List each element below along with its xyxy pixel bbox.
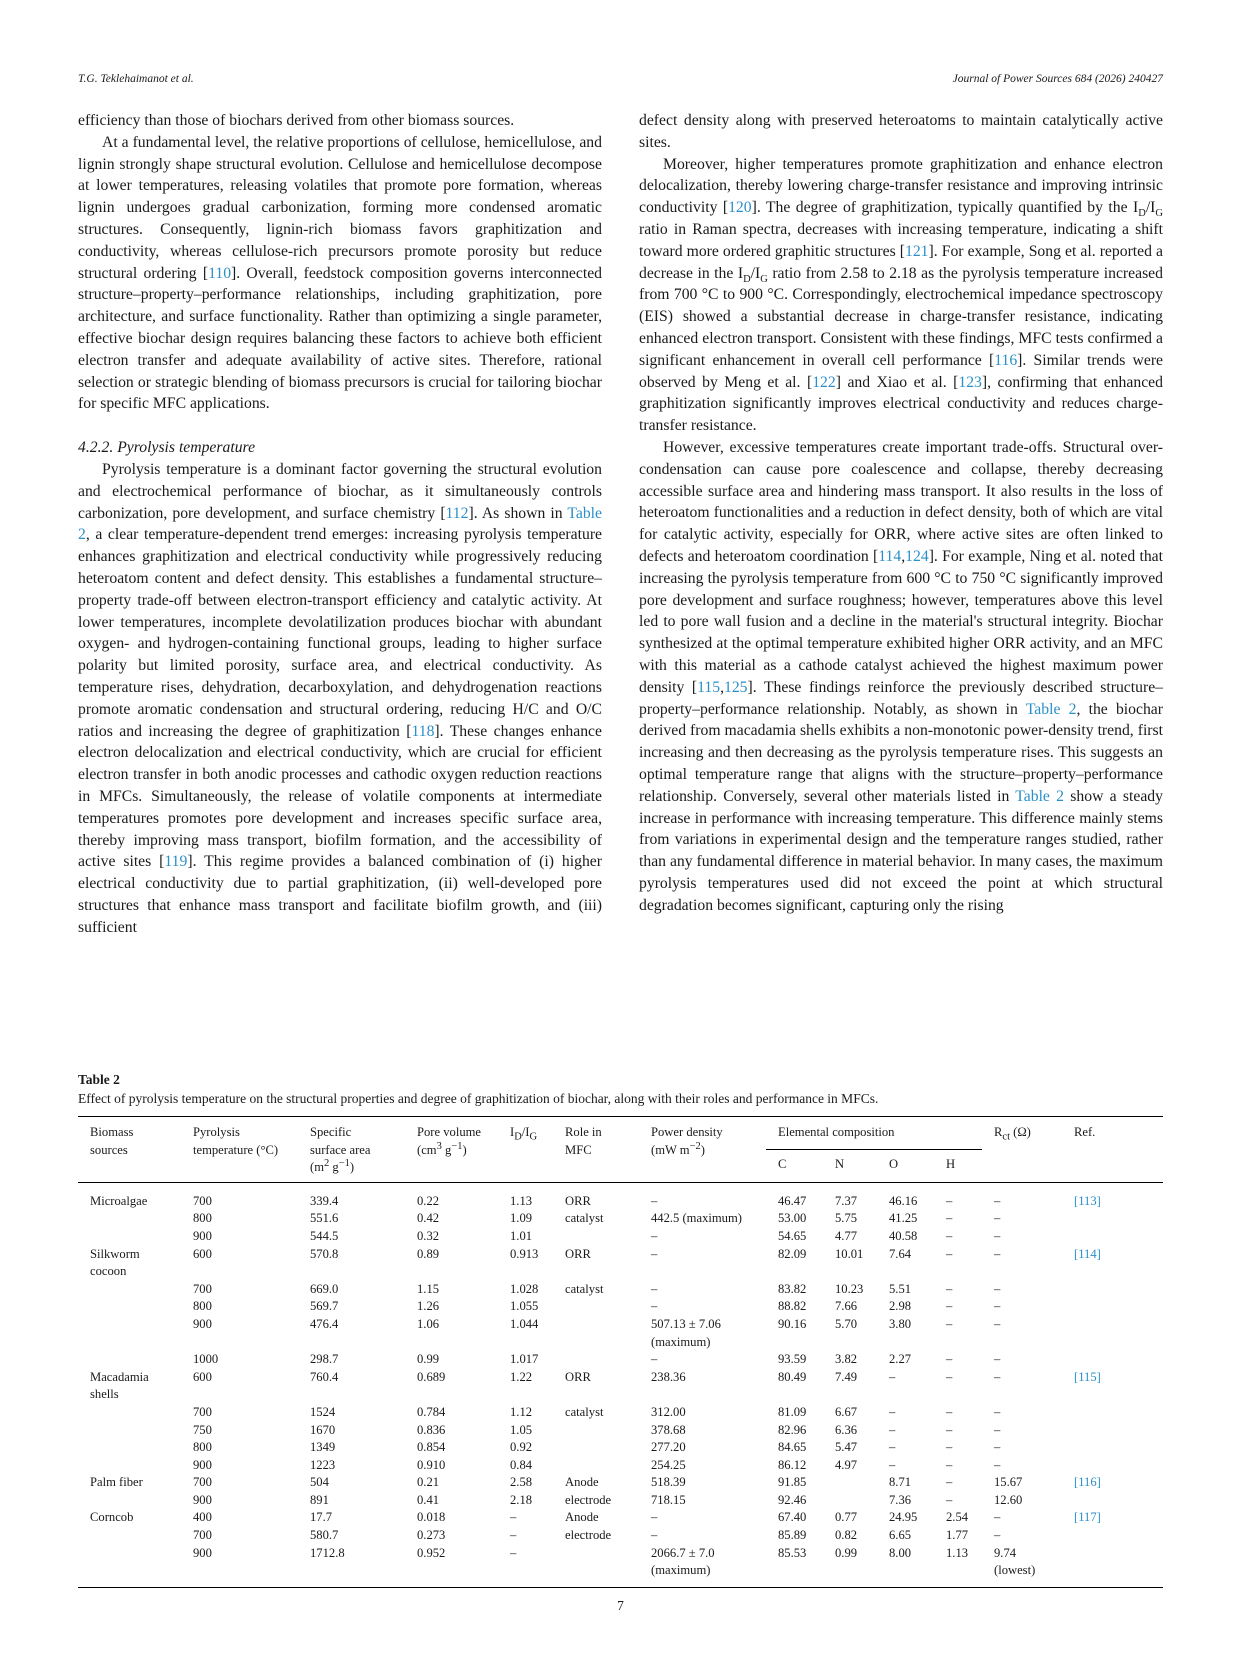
cell-n: 0.77 — [835, 1510, 858, 1525]
cell-h: – — [946, 1404, 953, 1419]
cell-c: 91.85 — [778, 1475, 807, 1490]
table-row — [78, 1457, 1163, 1475]
cell-pore: 0.32 — [417, 1228, 440, 1243]
cell-ref[interactable]: [114] — [1074, 1246, 1101, 1261]
paragraph: At a fundamental level, the relative proportions of cellulose, hemicellulose, and lignin strongly shape structural evolution. Cellulose and hemicellulose decompose at lower temperatures, releasing volatiles that promote pore formation, whereas lignin undergoes gradual carbonization, forming more condensed aromatic structures. Consequently, lignin-rich biomass favors graphitization and conductivity, whereas cellulose-rich precursors promote porosity but reduce structural ordering [110]. Overall, feedstock composition governs interconnected structure–property–performance relationships, including graphitization, pore architecture, and surface functionality. Rather than optimizing a single parameter, effective biochar design requires balancing these factors to achieve both efficient electron transfer and adequate availability of active sites. Therefore, rational selection or strategic blending of biomass precursors is crucial for tailoring biochar for specific MFC applications. — [78, 133, 602, 413]
cell-ssa: 1223 — [310, 1457, 336, 1472]
cell-idig: 1.017 — [510, 1352, 539, 1367]
cell-role — [553, 1316, 639, 1351]
cell-o: 6.65 — [889, 1528, 912, 1543]
header-biomass: Biomass sources — [78, 1117, 181, 1183]
cell-h: – — [946, 1299, 953, 1314]
cell-temp: 1000 — [193, 1352, 219, 1367]
cell-n: 6.67 — [835, 1404, 858, 1419]
cell-biomass — [78, 1404, 181, 1422]
cell-power: – — [651, 1193, 658, 1208]
cell-c: 93.59 — [778, 1352, 807, 1367]
cell-idig: 1.22 — [510, 1369, 533, 1384]
right-column — [639, 110, 1163, 916]
cell-temp: 600 — [193, 1246, 212, 1261]
cell-pore: 0.273 — [417, 1528, 446, 1543]
cell-rct: – — [994, 1457, 1001, 1472]
cell-pore: 1.06 — [417, 1316, 440, 1331]
cell-h: 1.13 — [934, 1545, 982, 1588]
header-pore-volume: Pore volume ($cm^3$ $g^{-1}$) — [405, 1117, 498, 1183]
cell-o: – — [889, 1369, 896, 1384]
cell-ref — [1062, 1545, 1163, 1588]
cell-role — [553, 1351, 639, 1369]
table-caption: Effect of pyrolysis temperature on the structural properties and degree of graphitization of biochar, along with their roles and performance in MFCs. — [78, 1091, 879, 1106]
cell-biomass — [78, 1351, 181, 1369]
cell-n: 10.01 — [835, 1246, 864, 1261]
cell-rct: – — [994, 1369, 1001, 1384]
cell-ssa: 1524 — [310, 1404, 336, 1419]
cell-rct: – — [994, 1299, 1001, 1314]
cell-h: – — [946, 1492, 953, 1507]
cell-ssa: 1670 — [310, 1422, 336, 1437]
cell-ssa: 17.7 — [310, 1510, 333, 1525]
cell-idig: – — [498, 1545, 553, 1588]
cell-temp: 900 — [193, 1228, 212, 1243]
cell-power: 718.15 — [651, 1492, 686, 1507]
table-row — [78, 1545, 1163, 1588]
header-temperature: Pyrolysis temperature (°C) — [181, 1117, 298, 1183]
cell-temp: 800 — [193, 1299, 212, 1314]
cell-h: – — [946, 1440, 953, 1455]
cell-role — [553, 1298, 639, 1316]
cell-pore: 0.854 — [417, 1440, 446, 1455]
paragraph: defect density along with preserved heteroatoms to maintain catalytically active sites. — [639, 112, 1163, 151]
cell-o: 5.51 — [889, 1281, 912, 1296]
header-n: N — [835, 1156, 845, 1171]
running-header-authors: T.G. Teklehaimanot et al. — [78, 73, 194, 85]
cell-ssa: 551.6 — [310, 1211, 339, 1226]
cell-h: – — [946, 1211, 953, 1226]
cell-ssa: 891 — [310, 1492, 329, 1507]
cell-rct: – — [994, 1352, 1001, 1367]
citation-link[interactable]: 122 — [812, 373, 836, 391]
cell-biomass: Silkworm cocoon — [90, 1246, 140, 1279]
cell-ssa: 339.4 — [310, 1193, 339, 1208]
cell-idig: – — [510, 1528, 517, 1543]
cell-ssa: 1712.8 — [298, 1545, 405, 1588]
header-h: H — [946, 1156, 956, 1171]
cell-pore: 0.018 — [417, 1510, 446, 1525]
cell-pore: 1.15 — [417, 1281, 440, 1296]
cell-ssa: 580.7 — [310, 1528, 339, 1543]
table-2 — [78, 1072, 1163, 1588]
header-elemental-composition: Elemental composition — [766, 1117, 982, 1150]
cell-ref — [1062, 1492, 1163, 1510]
cell-role: Anode — [565, 1510, 599, 1525]
cell-c: 86.12 — [778, 1457, 807, 1472]
cell-power: 312.00 — [651, 1404, 686, 1419]
cell-ref — [1062, 1351, 1163, 1369]
section-heading: 4.2.2. Pyrolysis temperature — [78, 439, 256, 457]
cell-o: 24.95 — [889, 1510, 918, 1525]
table-row — [78, 1246, 1163, 1281]
table-body — [78, 1182, 1163, 1587]
cell-h: – — [946, 1246, 953, 1261]
header-ref: Ref. — [1062, 1117, 1163, 1183]
cell-h: 1.77 — [946, 1528, 969, 1543]
cell-ssa: 569.7 — [310, 1299, 339, 1314]
cell-pore: 0.910 — [417, 1457, 446, 1472]
cell-ssa: 1349 — [310, 1440, 336, 1455]
cell-c: 53.00 — [778, 1211, 807, 1226]
cell-h: – — [946, 1457, 953, 1472]
cell-n: 5.47 — [835, 1440, 858, 1455]
cell-power: – — [651, 1528, 658, 1543]
header-power-density: Power density (mW $m^{-2}$) — [639, 1117, 766, 1183]
cell-biomass — [78, 1228, 181, 1246]
cell-o: 8.00 — [877, 1545, 934, 1588]
cell-rct: – — [994, 1281, 1001, 1296]
data-table — [78, 1116, 1163, 1588]
cell-h: – — [946, 1228, 953, 1243]
citation-link[interactable]: 114 — [878, 547, 902, 565]
table-row — [78, 1316, 1163, 1351]
table-link[interactable]: Table 2 — [78, 504, 602, 544]
cell-idig: 1.044 — [510, 1316, 539, 1331]
cell-power: 238.36 — [651, 1369, 686, 1384]
citation-link[interactable]: 116 — [994, 351, 1018, 369]
cell-temp: 800 — [193, 1211, 212, 1226]
cell-idig: 0.92 — [510, 1440, 533, 1455]
cell-biomass — [78, 1422, 181, 1440]
cell-n: 7.37 — [835, 1193, 858, 1208]
cell-temp: 900 — [193, 1492, 212, 1507]
cell-h: – — [946, 1316, 953, 1331]
cell-pore: 0.21 — [417, 1475, 440, 1490]
citation-link[interactable]: 118 — [411, 722, 435, 740]
cell-rct: – — [994, 1193, 1001, 1208]
cell-temp: 400 — [193, 1510, 212, 1525]
cell-idig: 1.05 — [510, 1422, 533, 1437]
cell-n: 6.36 — [835, 1422, 858, 1437]
cell-o: 41.25 — [889, 1211, 918, 1226]
cell-c: 83.82 — [778, 1281, 807, 1296]
cell-idig: 1.055 — [510, 1299, 539, 1314]
cell-biomass: Macadamia shells — [90, 1369, 149, 1402]
cell-biomass: Palm fiber — [90, 1475, 143, 1490]
cell-role: Anode — [565, 1475, 599, 1490]
cell-pore: 0.41 — [417, 1492, 440, 1507]
cell-c: 82.09 — [778, 1246, 807, 1261]
table-row — [78, 1439, 1163, 1457]
cell-c: 46.47 — [778, 1193, 807, 1208]
cell-c: 67.40 — [778, 1510, 807, 1525]
header-id-ig: $I_D/I_G$ — [498, 1117, 553, 1183]
cell-c: 82.96 — [778, 1422, 807, 1437]
cell-ref — [1062, 1281, 1163, 1299]
table-row — [78, 1369, 1163, 1404]
cell-rct: – — [994, 1422, 1001, 1437]
cell-n: 0.99 — [823, 1545, 877, 1588]
cell-o: 7.36 — [889, 1492, 912, 1507]
cell-power: 442.5 (maximum) — [651, 1211, 742, 1226]
cell-temp: 800 — [193, 1440, 212, 1455]
cell-idig: 0.84 — [510, 1457, 533, 1472]
citation-link[interactable]: 119 — [164, 853, 188, 871]
cell-pore: 0.22 — [417, 1193, 440, 1208]
cell-c: 85.89 — [778, 1528, 807, 1543]
cell-role — [553, 1439, 639, 1457]
cell-role: ORR — [565, 1246, 591, 1261]
cell-rct: 9.74 (lowest) — [982, 1545, 1062, 1588]
cell-role: catalyst — [565, 1211, 604, 1226]
cell-c: 90.16 — [778, 1316, 807, 1331]
cell-idig: 2.58 — [510, 1475, 533, 1490]
cell-h: – — [946, 1281, 953, 1296]
cell-idig: 1.09 — [510, 1211, 533, 1226]
cell-rct: – — [994, 1228, 1001, 1243]
cell-o: – — [889, 1404, 896, 1419]
table-row — [78, 1351, 1163, 1369]
cell-role: electrode — [565, 1528, 612, 1543]
cell-idig: 2.18 — [510, 1492, 533, 1507]
cell-temp: 900 — [181, 1545, 298, 1588]
cell-o: 2.98 — [889, 1299, 912, 1314]
cell-ref — [1062, 1298, 1163, 1316]
header-rct: $R_{ct}$ (Ω) — [982, 1117, 1062, 1183]
cell-ref[interactable]: [115] — [1074, 1369, 1101, 1384]
cell-biomass — [78, 1492, 181, 1510]
cell-c: 81.09 — [778, 1404, 807, 1419]
cell-rct: 15.67 — [994, 1475, 1023, 1490]
table-row — [78, 1210, 1163, 1228]
cell-role: ORR — [565, 1369, 591, 1384]
cell-biomass — [78, 1527, 181, 1545]
cell-temp: 700 — [193, 1404, 212, 1419]
cell-o: 7.64 — [889, 1246, 912, 1261]
cell-ref[interactable]: [117] — [1074, 1510, 1101, 1525]
cell-ref — [1062, 1457, 1163, 1475]
cell-temp: 600 — [193, 1369, 212, 1384]
cell-power: – — [651, 1352, 658, 1367]
cell-o: 3.80 — [889, 1316, 912, 1331]
cell-h: – — [946, 1193, 953, 1208]
header-o: O — [889, 1156, 899, 1171]
cell-h: – — [946, 1475, 953, 1490]
cell-n: 3.82 — [835, 1352, 858, 1367]
cell-power: – — [651, 1228, 658, 1243]
cell-biomass — [78, 1316, 181, 1351]
cell-temp: 900 — [193, 1316, 212, 1331]
table-row — [78, 1228, 1163, 1246]
cell-h: – — [946, 1369, 953, 1384]
cell-ref[interactable]: [113] — [1074, 1193, 1101, 1208]
cell-c: 92.46 — [778, 1492, 807, 1507]
cell-idig: 0.913 — [510, 1246, 539, 1261]
cell-ssa: 760.4 — [310, 1369, 339, 1384]
left-column — [78, 110, 602, 938]
table-row — [78, 1527, 1163, 1545]
cell-ref — [1062, 1527, 1163, 1545]
cell-power: 378.68 — [651, 1422, 686, 1437]
table-row — [78, 1298, 1163, 1316]
cell-n: 0.82 — [835, 1528, 858, 1543]
cell-n — [823, 1474, 877, 1492]
table-link[interactable]: Table 2 — [1015, 787, 1065, 805]
cell-n: 7.49 — [835, 1369, 858, 1384]
table-row — [78, 1281, 1163, 1299]
cell-biomass — [78, 1298, 181, 1316]
citation-link[interactable]: 120 — [728, 199, 752, 217]
cell-n: 10.23 — [835, 1281, 864, 1296]
cell-temp: 700 — [193, 1193, 212, 1208]
cell-pore: 0.689 — [417, 1369, 446, 1384]
cell-o: – — [889, 1457, 896, 1472]
cell-pore: 0.42 — [417, 1211, 440, 1226]
paragraph: However, excessive temperatures create important trade-offs. Structural over-condensation can cause pore coalescence and collapse, thereby decreasing accessible surface area and hindering mass transport. It also results in the loss of heteroatom functionalities and a reduction in defect density, both of which are vital for catalytic activity, especially for ORR, where active sites are often linked to defects and heteroatom coordination [114,124]. For example, Ning et al. noted that increasing the pyrolysis temperature from 600 °C to 750 °C significantly improved pore development and surface roughness; however, temperatures above this level led to pore wall fusion and a decline in the material's structural integrity. Biochar synthesized at the optimal temperature exhibited higher ORR activity, and an MFC with this material as a cathode catalyst achieved the highest maximum power density [115,125]. These findings reinforce the previously described structure–property–performance relationship. Notably, as shown in Table 2, the biochar derived from macadamia shells exhibits a non-monotonic power-density trend, first increasing and then decreasing as the pyrolysis temperature rises. This suggests an optimal temperature range that aligns with the structure–property–performance relationship. Conversely, several other materials listed in Table 2 show a steady increase in performance with increasing temperature. This difference mainly stems from variations in experimental design and the temperature ranges studied, rather than any fundamental difference in material behavior. In many cases, the maximum pyrolysis temperatures used did not exceed the point at which structural degradation becomes significant, capturing only the rising — [639, 438, 1163, 914]
header-surface-area: Specific surface area ($m^2$ $g^{-1}$) — [298, 1117, 405, 1183]
cell-ssa: 504 — [310, 1475, 329, 1490]
cell-h: – — [946, 1422, 953, 1437]
cell-power: 507.13 ± 7.06 (maximum) — [651, 1316, 721, 1349]
cell-ref — [1062, 1210, 1163, 1228]
cell-o: – — [889, 1440, 896, 1455]
cell-pore: 0.99 — [417, 1352, 440, 1367]
cell-temp: 700 — [193, 1281, 212, 1296]
cell-c: 88.82 — [778, 1299, 807, 1314]
cell-ssa: 298.7 — [310, 1352, 339, 1367]
cell-rct: – — [994, 1528, 1001, 1543]
cell-power: – — [651, 1281, 658, 1296]
cell-idig: 1.12 — [510, 1404, 533, 1419]
cell-ssa: 669.0 — [310, 1281, 339, 1296]
cell-pore: 0.784 — [417, 1404, 446, 1419]
cell-idig: 1.01 — [510, 1228, 533, 1243]
cell-rct: – — [994, 1404, 1001, 1419]
citation-link[interactable]: 115 — [697, 678, 721, 696]
cell-role — [553, 1457, 639, 1475]
cell-role: catalyst — [565, 1281, 604, 1296]
cell-ref — [1062, 1422, 1163, 1440]
cell-h: – — [946, 1352, 953, 1367]
cell-power: 254.25 — [651, 1457, 686, 1472]
cell-pore: 0.89 — [417, 1246, 440, 1261]
cell-ssa: 570.8 — [310, 1246, 339, 1261]
cell-n: 4.77 — [835, 1228, 858, 1243]
header-role: Role in MFC — [553, 1117, 639, 1183]
cell-rct: – — [994, 1440, 1001, 1455]
citation-link[interactable]: 110 — [208, 264, 232, 282]
cell-ssa: 544.5 — [310, 1228, 339, 1243]
cell-role — [553, 1228, 639, 1246]
paragraph: Moreover, higher temperatures promote graphitization and enhance electron delocalization, thereby lowering charge-transfer resistance and improving intrinsic conductivity [120]. The degree of graphitization, typically quantified by the $I_D/I_G$ ratio in Raman spectra, decreases with increasing temperature, indicating a shift toward more ordered graphitic structures [121]. For example, Song et al. reported a decrease in the $I_D/I_G$ ratio from 2.58 to 2.18 as the pyrolysis temperature increased from 700 °C to 900 °C. Correspondingly, electrochemical impedance spectroscopy (EIS) showed a substantial decrease in charge-transfer resistance, indicating enhanced electron transport. Consistent with these findings, MFC tests confirmed a significant enhancement in overall cell performance [116]. Similar trends were observed by Meng et al. [122] and Xiao et al. [123], confirming that enhanced graphitization significantly improves electrical conductivity and reduces charge-transfer resistance. — [639, 155, 1164, 435]
cell-biomass: Microalgae — [90, 1193, 148, 1208]
cell-rct: – — [994, 1211, 1001, 1226]
cell-role: catalyst — [565, 1404, 604, 1419]
cell-n: 7.66 — [835, 1299, 858, 1314]
cell-role: ORR — [565, 1193, 591, 1208]
table-row — [78, 1492, 1163, 1510]
cell-ref — [1062, 1228, 1163, 1246]
cell-n: 5.75 — [835, 1211, 858, 1226]
header-c: C — [778, 1156, 787, 1171]
citation-link[interactable]: 121 — [904, 242, 929, 260]
cell-n — [823, 1492, 877, 1510]
cell-idig: 1.028 — [510, 1281, 539, 1296]
cell-pore: 1.26 — [417, 1299, 440, 1314]
cell-power: – — [651, 1299, 658, 1314]
paragraph: efficiency than those of biochars derived from other biomass sources. — [78, 112, 515, 129]
citation-link[interactable]: 112 — [445, 504, 469, 522]
cell-biomass — [78, 1210, 181, 1228]
cell-pore: 0.952 — [405, 1545, 498, 1588]
cell-o: 46.16 — [889, 1193, 918, 1208]
cell-c: 84.65 — [778, 1440, 807, 1455]
cell-o: 8.71 — [889, 1475, 912, 1490]
cell-temp: 750 — [193, 1422, 212, 1437]
cell-rct: – — [994, 1246, 1001, 1261]
cell-o: 2.27 — [889, 1352, 912, 1367]
table-row — [78, 1422, 1163, 1440]
table-row — [78, 1474, 1163, 1492]
citation-link[interactable]: 124 — [905, 547, 929, 565]
cell-n: 5.70 — [835, 1316, 858, 1331]
cell-ssa: 476.4 — [310, 1316, 339, 1331]
cell-idig: – — [510, 1510, 517, 1525]
cell-temp: 700 — [193, 1475, 212, 1490]
cell-role — [553, 1545, 639, 1588]
cell-ref — [1062, 1316, 1163, 1351]
cell-c: 80.49 — [778, 1369, 807, 1384]
cell-biomass — [78, 1439, 181, 1457]
paragraph: Pyrolysis temperature is a dominant factor governing the structural evolution and electrochemical performance of biochar, as it simultaneously controls carbonization, pore development, and surface chemistry [112]. As shown in Table 2, a clear temperature-dependent trend emerges: increasing pyrolysis temperature enhances graphitization and electrical conductivity while progressively reducing heteroatom content and defect density. This establishes a fundamental structure–property trade-off between electron-transport efficiency and catalytic activity. At lower temperatures, incomplete devolatilization produces biochar with abundant oxygen- and hydrogen-containing functional groups, leading to higher surface polarity but limited porosity, surface area, and electrical conductivity. As temperature rises, dehydration, decarboxylation, and dehydrogenation reactions promote aromatic condensation and structural ordering, reducing H/C and O/C ratios and increasing the degree of graphitization [118]. These changes enhance electron delocalization and electrical conductivity, which are crucial for efficient electron transfer in both anodic processes and cathodic oxygen reduction reactions in MFCs. Simultaneously, the release of volatile components at intermediate temperatures promotes pore development and increases specific surface area, thereby improving mass transport, biofilm formation, and the accessibility of active sites [119]. This regime provides a balanced combination of (i) higher electrical conductivity due to partial graphitization, (ii) well-developed pore structures that enhance mass transport and facilitate biofilm growth, and (iii) sufficient — [78, 460, 602, 936]
cell-c: 54.65 — [778, 1228, 807, 1243]
cell-biomass — [78, 1281, 181, 1299]
cell-power: – — [651, 1510, 658, 1525]
page-number: 7 — [617, 1598, 624, 1613]
table-row — [78, 1509, 1163, 1527]
cell-n: 4.97 — [835, 1457, 858, 1472]
cell-pore: 0.836 — [417, 1422, 446, 1437]
table-row — [78, 1404, 1163, 1422]
cell-c: 85.53 — [766, 1545, 823, 1588]
cell-ref — [1062, 1404, 1163, 1422]
cell-power: 277.20 — [651, 1440, 686, 1455]
running-header-journal: Journal of Power Sources 684 (2026) 240427 — [952, 73, 1163, 85]
citation-link[interactable]: 125 — [723, 678, 748, 696]
cell-biomass: Corncob — [90, 1510, 134, 1525]
cell-o: 40.58 — [889, 1228, 918, 1243]
table-link[interactable]: Table 2 — [1025, 700, 1077, 718]
cell-temp: 900 — [193, 1457, 212, 1472]
cell-rct: – — [994, 1316, 1001, 1331]
cell-o: – — [889, 1422, 896, 1437]
cell-biomass — [78, 1545, 181, 1588]
cell-rct: – — [994, 1510, 1001, 1525]
cell-temp: 700 — [193, 1528, 212, 1543]
cell-rct: 12.60 — [994, 1492, 1023, 1507]
citation-link[interactable]: 123 — [958, 373, 982, 391]
table-row — [78, 1182, 1163, 1210]
cell-role: electrode — [565, 1492, 612, 1507]
cell-idig: 1.13 — [510, 1193, 533, 1208]
cell-power: 518.39 — [651, 1475, 686, 1490]
cell-biomass — [78, 1457, 181, 1475]
cell-h: 2.54 — [946, 1510, 969, 1525]
cell-ref[interactable]: [116] — [1074, 1475, 1101, 1490]
cell-power: 2066.7 ± 7.0 (maximum) — [639, 1545, 766, 1588]
cell-power: – — [651, 1246, 658, 1261]
table-label: Table 2 — [78, 1072, 120, 1087]
cell-ref — [1062, 1439, 1163, 1457]
cell-role — [553, 1422, 639, 1440]
